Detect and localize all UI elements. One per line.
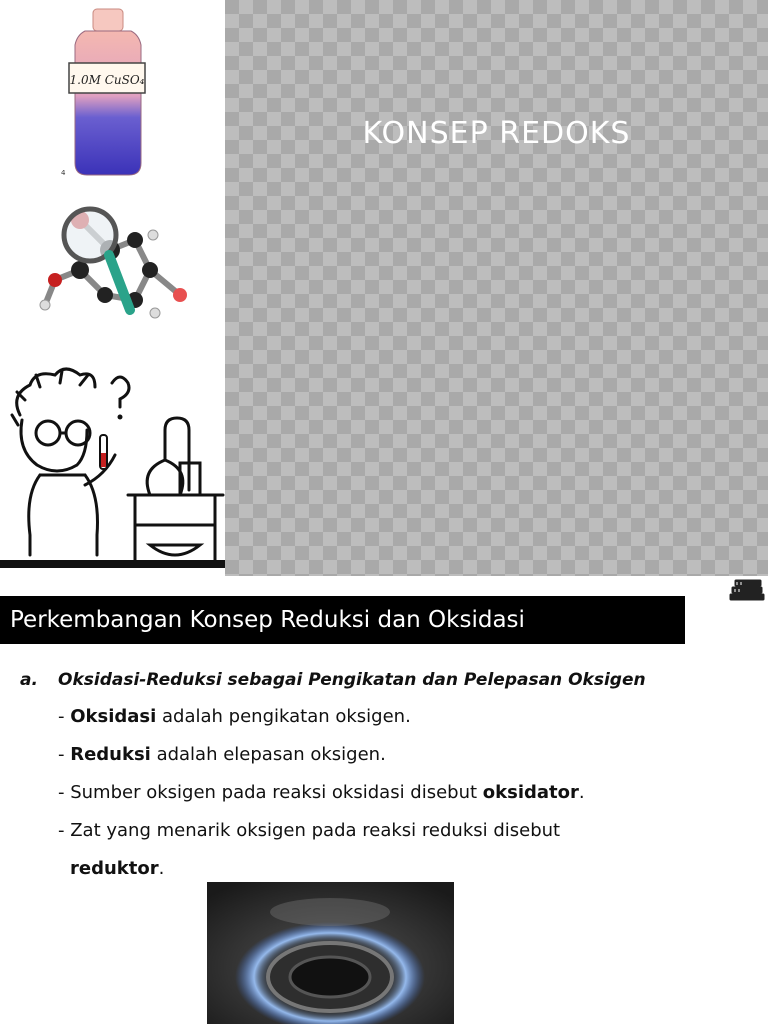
- line-prefix: - Sumber oksigen pada reaksi oksidasi disebut: [58, 782, 483, 803]
- line-rest: adalah elepasan oksigen.: [150, 744, 386, 765]
- bottle-icon: [55, 5, 160, 180]
- list-item: [58, 744, 386, 765]
- line-prefix: - Zat yang menarik oksigen pada reaksi reduksi disebut: [58, 820, 561, 841]
- line-rest: .: [158, 858, 165, 879]
- section-label: a.: [20, 670, 38, 690]
- books-icon: [727, 576, 767, 604]
- line-bold: Oksidasi: [70, 706, 157, 727]
- list-item: [58, 706, 411, 727]
- bottle-label: 1.0M CuSO₄: [69, 73, 145, 87]
- list-item-continuation: [70, 858, 164, 879]
- molecule-magnifier-icon: [35, 195, 200, 335]
- line-rest: adalah pengikatan oksigen.: [156, 706, 411, 727]
- slide-title: KONSEP REDOKS: [362, 116, 631, 151]
- content-slide: [0, 576, 768, 1024]
- slide-heading: Perkembangan Konsep Reduksi dan Oksidasi: [0, 596, 685, 644]
- list-item: [58, 820, 560, 841]
- line-bold: Reduksi: [70, 744, 151, 765]
- line-rest: .: [578, 782, 585, 803]
- diamond-pattern-background: [225, 0, 768, 576]
- section-title: [20, 670, 646, 690]
- line-bold: oksidator: [482, 782, 579, 803]
- line-prefix: -: [58, 744, 71, 765]
- line-bold: reduktor: [70, 858, 159, 879]
- line-prefix: -: [58, 706, 71, 727]
- scientist-icon: [0, 365, 225, 575]
- list-item: [58, 782, 585, 803]
- illustration-column: [0, 0, 225, 576]
- section-title-text: Oksidasi-Reduksi sebagai Pengikatan dan Pelepasan Oksigen: [58, 670, 646, 690]
- bottle-index: 4: [61, 169, 66, 177]
- gas-flame-icon: [207, 882, 454, 1024]
